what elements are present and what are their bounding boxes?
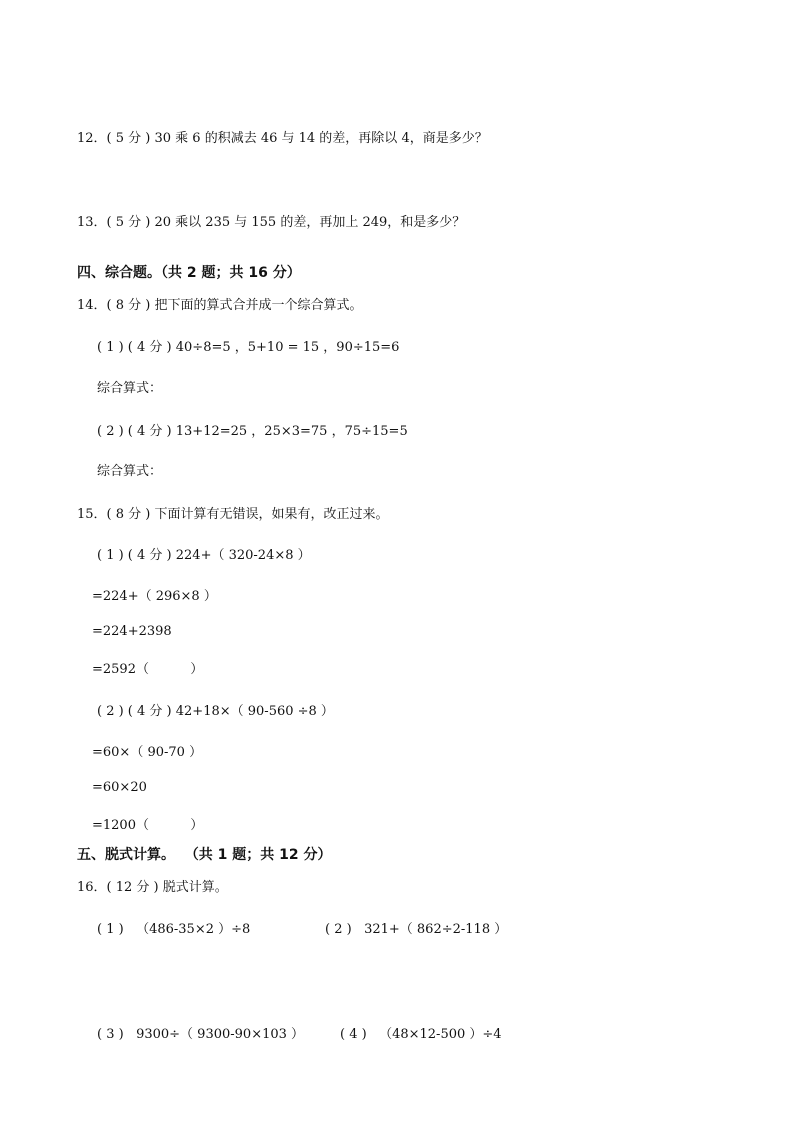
- question-15-part-1: ( 1 ) ( 4 分 ) 224+（ 320-24×8 ）: [97, 548, 311, 563]
- question-15-part-2-step-2: =60×20: [92, 780, 147, 795]
- question-14-stem: 14．( 8 分 ) 把下面的算式合并成一个综合算式。: [77, 298, 363, 313]
- section-5-title: 五、脱式计算。 （共 1 题；共 12 分）: [77, 847, 332, 863]
- question-14-part-1: ( 1 ) ( 4 分 ) 40÷8=5 ，5+10 = 15 ，90÷15=6: [97, 340, 400, 355]
- question-16-item-4: ( 4 ) （48×12-500 ）÷4: [340, 1027, 502, 1042]
- question-16-item-2: ( 2 ) 321+（ 862÷2-118 ）: [325, 922, 508, 937]
- question-16-item-3: ( 3 ) 9300÷（ 9300-90×103 ）: [97, 1027, 305, 1042]
- question-15-part-1-step-3: =2592（ ）: [92, 662, 204, 677]
- question-16-item-1: ( 1 ) （486-35×2 ）÷8: [97, 922, 251, 937]
- question-13: 13．( 5 分 ) 20 乘以 235 与 155 的差，再加上 249，和是多少？: [77, 215, 466, 230]
- question-15-part-2-step-3: =1200（ ）: [92, 818, 204, 833]
- section-4-title: 四、综合题。（共 2 题；共 16 分）: [77, 265, 301, 281]
- question-14-answer-label-1: 综合算式：: [97, 381, 163, 396]
- question-15-stem: 15．( 8 分 ) 下面计算有无错误，如果有，改正过来。: [77, 507, 389, 522]
- question-12: 12．( 5 分 ) 30 乘 6 的积减去 46 与 14 的差，再除以 4，商是多少？: [77, 131, 488, 146]
- question-15-part-1-step-2: =224+2398: [92, 624, 172, 639]
- question-15-part-1-step-1: =224+（ 296×8 ）: [92, 589, 217, 604]
- question-14-answer-label-2: 综合算式：: [97, 464, 163, 479]
- question-15-part-2-step-1: =60×（ 90-70 ）: [92, 745, 203, 760]
- question-16-stem: 16．( 12 分 ) 脱式计算。: [77, 880, 228, 895]
- question-15-part-2: ( 2 ) ( 4 分 ) 42+18×（ 90-560 ÷8 ）: [97, 704, 334, 719]
- question-14-part-2: ( 2 ) ( 4 分 ) 13+12=25 ，25×3=75 ，75÷15=5: [97, 424, 408, 439]
